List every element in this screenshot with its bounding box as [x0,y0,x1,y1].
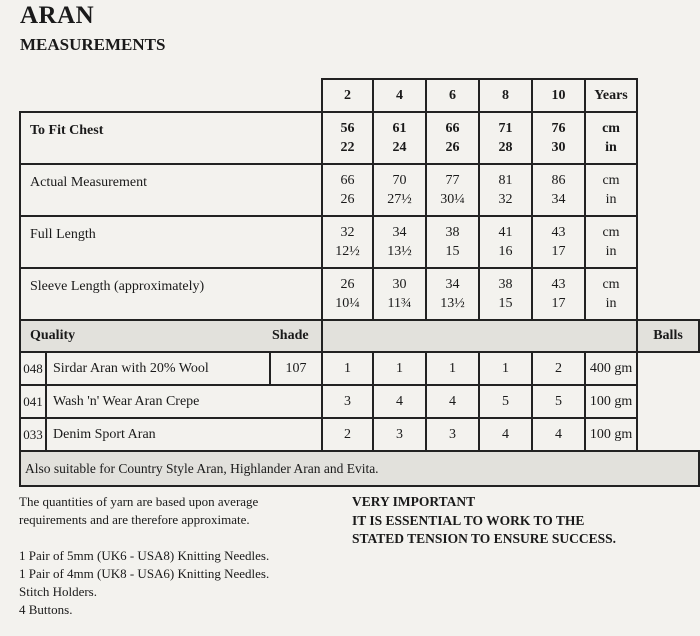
unit-in: in [605,296,617,311]
measurement-label: Full Length [20,216,322,268]
yarn-name: Sirdar Aran with 20% Wool [46,352,270,385]
important-line: STATED TENSION TO ENSURE SUCCESS. [352,531,616,546]
value-cm: 76 [551,121,566,136]
yarn-header-row [20,320,699,352]
yarn-code: 048 [20,352,46,385]
yarn-qty: 1 [426,352,479,385]
value-cm: 56 [340,121,355,136]
note-line: requirements and are therefore approximate. [19,512,250,527]
yarn-qty: 3 [426,418,479,451]
yarn-name: Denim Sport Aran [46,418,322,451]
value-in: 13½ [440,296,465,311]
value-in: 28 [498,140,513,155]
unit-in: in [605,244,617,259]
yarn-qty: 1 [322,352,373,385]
material-item: 1 Pair of 5mm (UK6 - USA8) Knitting Needles. [19,548,270,563]
value-in: 16 [498,244,513,259]
value-cm: 41 [498,225,513,240]
unit-cm: cm [602,121,620,136]
value-in: 17 [551,296,566,311]
value-cm: 66 [340,173,355,188]
also-suitable-note: Also suitable for Country Style Aran, Highlander Aran and Evita. [20,451,637,486]
materials-list [19,547,269,619]
measurement-row [20,164,699,216]
value-cm: 61 [392,121,407,136]
measurement-row [20,216,699,268]
shade-header: Shade [270,320,322,352]
value-in: 15 [498,296,513,311]
value-cm: 34 [445,277,460,292]
value-cm: 43 [551,225,566,240]
value-cm: 71 [498,121,513,136]
yarn-qty: 1 [373,352,426,385]
measurement-label: To Fit Chest [20,112,322,164]
measurements-table [19,78,700,487]
yarn-row [20,385,699,418]
size-header: 4 [373,79,426,112]
size-header: 2 [322,79,373,112]
value-in: 24 [392,140,407,155]
important-line: IT IS ESSENTIAL TO WORK TO THE [352,512,585,528]
value-cm: 26 [340,277,355,292]
value-in: 13½ [387,244,412,259]
value-in: 27½ [387,192,412,207]
value-in: 17 [551,244,566,259]
yarn-code: 033 [20,418,46,451]
measurement-label: Sleeve Length (approximately) [20,268,322,320]
yarn-qty: 4 [426,385,479,418]
value-in: 34 [551,192,566,207]
important-heading: VERY IMPORTANT [352,494,476,509]
unit-cm: cm [602,225,620,240]
value-in: 26 [340,192,355,207]
value-cm: 30 [392,277,407,292]
also-suitable-row [20,451,699,486]
yarn-qty: 2 [532,352,585,385]
size-header: 6 [426,79,479,112]
note-line: The quantities of yarn are based upon average [19,494,259,509]
yarn-qty: 4 [479,418,532,451]
yarn-qty: 4 [532,418,585,451]
value-cm: 66 [445,121,460,136]
balls-header: Balls [637,320,699,352]
value-cm: 81 [498,173,513,188]
material-item: 1 Pair of 4mm (UK8 - USA6) Knitting Needles. [19,566,270,581]
value-cm: 43 [551,277,566,292]
page-subtitle: MEASUREMENTS [20,35,166,54]
yarn-qty: 1 [479,352,532,385]
value-cm: 70 [392,173,407,188]
value-cm: 34 [392,225,407,240]
value-in: 26 [445,140,460,155]
size-header: 8 [479,79,532,112]
material-item: 4 Buttons. [19,602,73,617]
unit-cm: cm [602,277,620,292]
yarn-qty: 3 [373,418,426,451]
value-in: 12½ [335,244,360,259]
yarn-qty: 4 [373,385,426,418]
yarn-qty: 5 [479,385,532,418]
important-notice [352,493,616,549]
measurement-label: Actual Measurement [20,164,322,216]
value-in: 15 [445,244,460,259]
unit-in: in [605,140,617,155]
notes-section [19,493,269,619]
yarn-qty: 3 [322,385,373,418]
years-label: Years [585,79,637,112]
value-cm: 32 [340,225,355,240]
yarn-row [20,352,699,385]
quantities-note [19,493,269,529]
measurement-row [20,112,699,164]
yarn-weight: 400 gm [585,352,637,385]
material-item: Stitch Holders. [19,584,97,599]
value-cm: 77 [445,173,460,188]
value-in: 10¼ [335,296,360,311]
yarn-weight: 100 gm [585,418,637,451]
yarn-qty: 5 [532,385,585,418]
unit-in: in [605,192,617,207]
yarn-shade: 107 [270,352,322,385]
unit-cm: cm [602,173,620,188]
value-in: 32 [498,192,513,207]
sizes-header-row [20,79,699,112]
value-in: 22 [340,140,355,155]
value-cm: 86 [551,173,566,188]
value-in: 30 [551,140,566,155]
yarn-row [20,418,699,451]
measurement-row [20,268,699,320]
value-in: 30¼ [440,192,465,207]
value-in: 11¾ [387,296,412,311]
yarn-qty: 2 [322,418,373,451]
quality-header: Quality [20,320,270,352]
page-title: ARAN [20,2,95,29]
size-header: 10 [532,79,585,112]
value-cm: 38 [445,225,460,240]
yarn-weight: 100 gm [585,385,637,418]
yarn-name: Wash 'n' Wear Aran Crepe [46,385,322,418]
value-cm: 38 [498,277,513,292]
yarn-code: 041 [20,385,46,418]
